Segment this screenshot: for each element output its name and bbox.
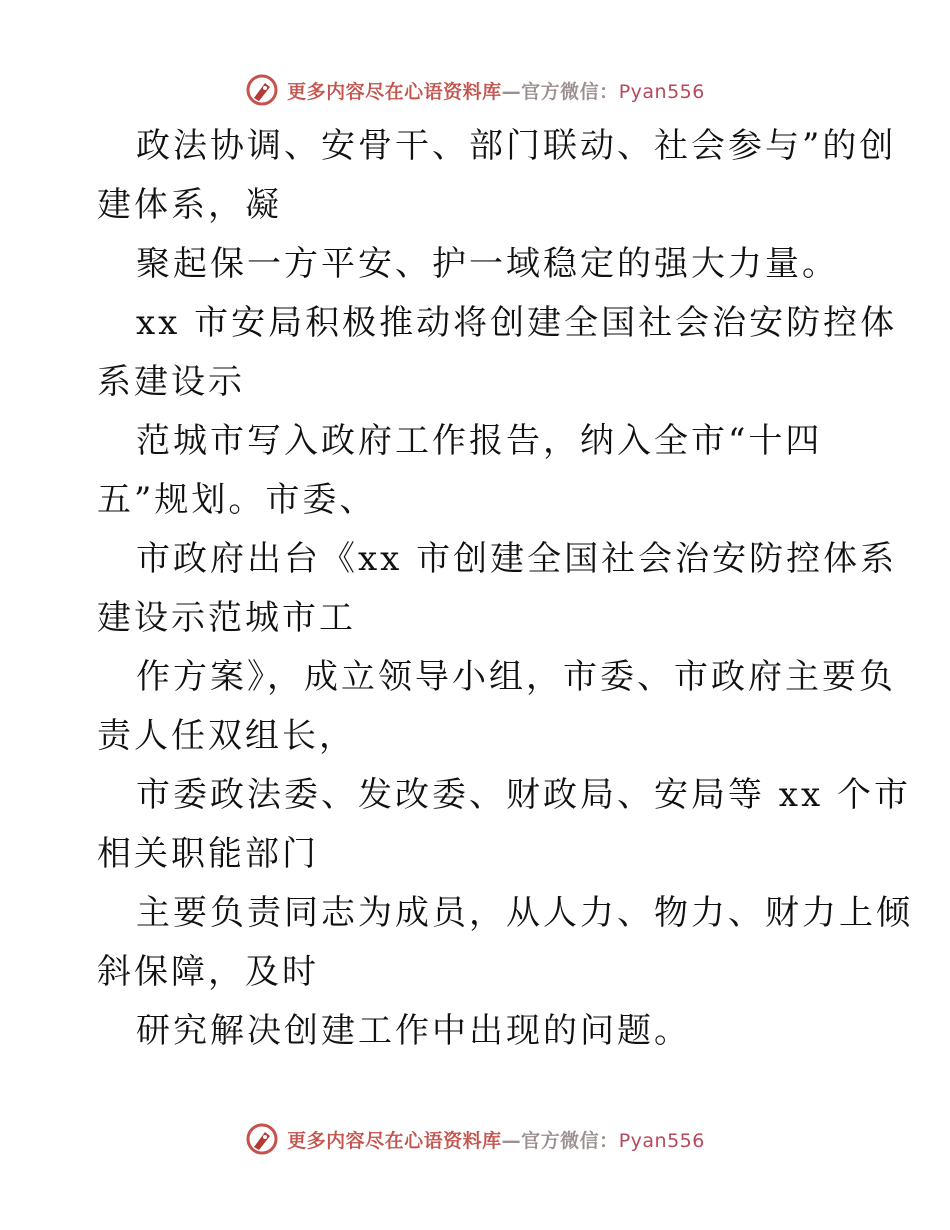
text-line: 斜保障，及时 [97, 952, 319, 992]
banner-wechat-id: Pyan556 [618, 80, 705, 103]
banner-official: —官方微信： [501, 80, 619, 103]
text-line: 建体系，凝 [97, 185, 282, 225]
text-line: 政法协调、安骨干、部门联动、社会参与”的创 [136, 126, 897, 166]
header-banner [0, 70, 950, 110]
text-line: 市政府出台《xx 市创建全国社会治安防控体系 [136, 539, 898, 579]
text-line: 研究解决创建工作中出现的问题。 [136, 1011, 691, 1051]
footer-banner [0, 1119, 950, 1159]
banner-text [287, 77, 705, 104]
text-line: 五”规划。市委、 [97, 480, 377, 520]
document-body [97, 117, 913, 1061]
pen-nib-circle-icon [245, 1122, 279, 1156]
text-line: 责人任双组长， [97, 716, 356, 756]
text-line: 作方案》，成立领导小组，市委、市政府主要负 [136, 657, 896, 697]
text-line: 主要负责同志为成员，从人力、物力、财力上倾 [136, 893, 913, 933]
banner-wechat-id: Pyan556 [618, 1129, 705, 1152]
text-line: 建设示范城市工 [97, 598, 356, 638]
banner-brand: 更多内容尽在心语资料库 [287, 1129, 502, 1152]
text-line: 范城市写入政府工作报告，纳入全市“十四 [136, 421, 823, 461]
text-line: 聚起保一方平安、护一域稳定的强大力量。 [136, 244, 839, 284]
text-line: 相关职能部门 [97, 834, 319, 874]
banner-brand: 更多内容尽在心语资料库 [287, 80, 502, 103]
banner-text [287, 1126, 705, 1153]
banner-official: —官方微信： [501, 1129, 619, 1152]
text-line: 市委政法委、发改委、财政局、安局等 xx 个市 [136, 775, 911, 815]
pen-nib-circle-icon [245, 73, 279, 107]
text-line: 系建设示 [97, 362, 245, 402]
text-line: xx 市安局积极推动将创建全国社会治安防控体 [136, 303, 898, 343]
